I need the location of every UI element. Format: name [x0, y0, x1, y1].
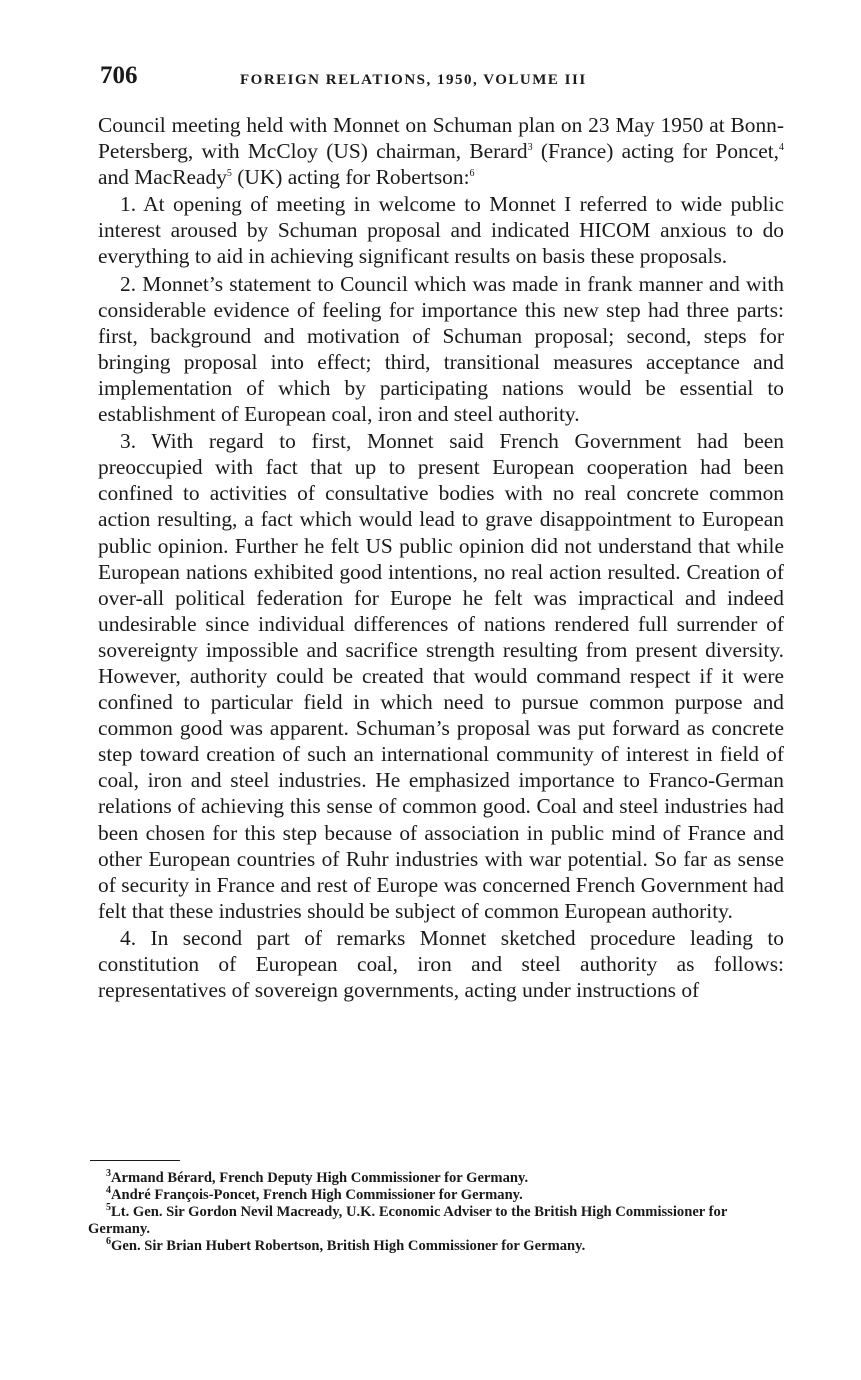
page-number: 706	[100, 62, 138, 89]
intro-text-d: (UK) acting for Robertson:	[231, 165, 470, 190]
footnote-6	[88, 1238, 778, 1255]
paragraph-3: 3. With regard to first, Monnet said French Government had been preoccupied with fact that up to present European cooperation had been confined to activities of consultative bodies with no real concrete common action resulting, a fact which would lead to grave disappointment to European public opinion. Further he felt US public opinion did not understand that while European nations exhibited good intentions, no real action resulted. Creation of over-all political federation for Europe he felt was impractical and indeed undesirable since individual differences of nations rendered full surrender of sovereignty impossible and sacrifice strength resulting from present diversity. However, authority could be created that would command respect if it were confined to particular field in which need to pursue common purpose and common good was apparent. Schuman’s proposal was put forward as concrete step toward creation of such an international community of interest in field of coal, iron and steel industries. He emphasized importance to Franco-German relations of achieving this sense of common good. Coal and steel industries had been chosen for this step because of association in public mind of France and other European countries of Ruhr industries with war potential. So far as sense of security in France and rest of Europe was concerned French Government had felt that these industries should be subject of common European authority.	[98, 429, 784, 923]
footnote-ref-3: 3	[527, 141, 533, 153]
intro-text-a: Council meeting held with Monnet on Schuman plan on 23 May 1950 at Bonn-Petersberg, with McCloy (US) chairman, Berard	[98, 113, 784, 164]
footnote-marker: 4	[106, 1185, 111, 1197]
footnote-divider	[90, 1160, 180, 1161]
footnote-marker: 3	[106, 1168, 111, 1180]
footnote-ref-6: 6	[469, 168, 475, 180]
footnote-text: André François-Poncet, French High Commissioner for Germany.	[111, 1187, 523, 1203]
footnote-ref-4: 4	[779, 141, 785, 153]
footnote-text: Gen. Sir Brian Hubert Robertson, British High Commissioner for Germany.	[111, 1238, 586, 1254]
footnote-ref-5: 5	[226, 168, 232, 180]
footnote-marker: 6	[106, 1236, 111, 1248]
intro-text-b: (France) acting for Poncet,	[532, 139, 780, 164]
footnotes	[88, 1170, 778, 1255]
footnote-text: Armand Bérard, French Deputy High Commissioner for Germany.	[111, 1170, 529, 1186]
footnote-5	[88, 1204, 778, 1238]
footnote-marker: 5	[106, 1202, 111, 1214]
paragraph-1: 1. At opening of meeting in welcome to Monnet I referred to wide public interest aroused by Schuman proposal and indicated HICOM anxious to do everything to aid in achieving significant results on basis these proposals.	[98, 192, 784, 269]
body-text	[98, 112, 784, 1004]
running-head	[100, 62, 780, 92]
paragraph-4: 4. In second part of remarks Monnet sketched procedure leading to constitution of European coal, iron and steel authority as follows: representatives of sovereign governments, acting under instructions of	[98, 925, 784, 1003]
intro-text-c: and MacReady	[98, 165, 227, 190]
footnote-text: Lt. Gen. Sir Gordon Nevil Macready, U.K. Economic Adviser to the British High Commissioner for Germany.	[88, 1204, 728, 1237]
footnote-3	[88, 1170, 778, 1187]
running-head-title: FOREIGN RELATIONS, 1950, VOLUME III	[240, 72, 587, 88]
paragraph-intro	[98, 112, 784, 190]
paragraph-2: 2. Monnet’s statement to Council which was made in frank manner and with considerable evidence of feeling for importance this new step had three parts: first, background and motivation of Schuman proposal; second, steps for bringing proposal into effect; third, transitional measures acceptance and implementation of which by participating nations would be essential to establishment of European coal, iron and steel authority.	[98, 271, 784, 427]
footnote-4	[88, 1187, 778, 1204]
